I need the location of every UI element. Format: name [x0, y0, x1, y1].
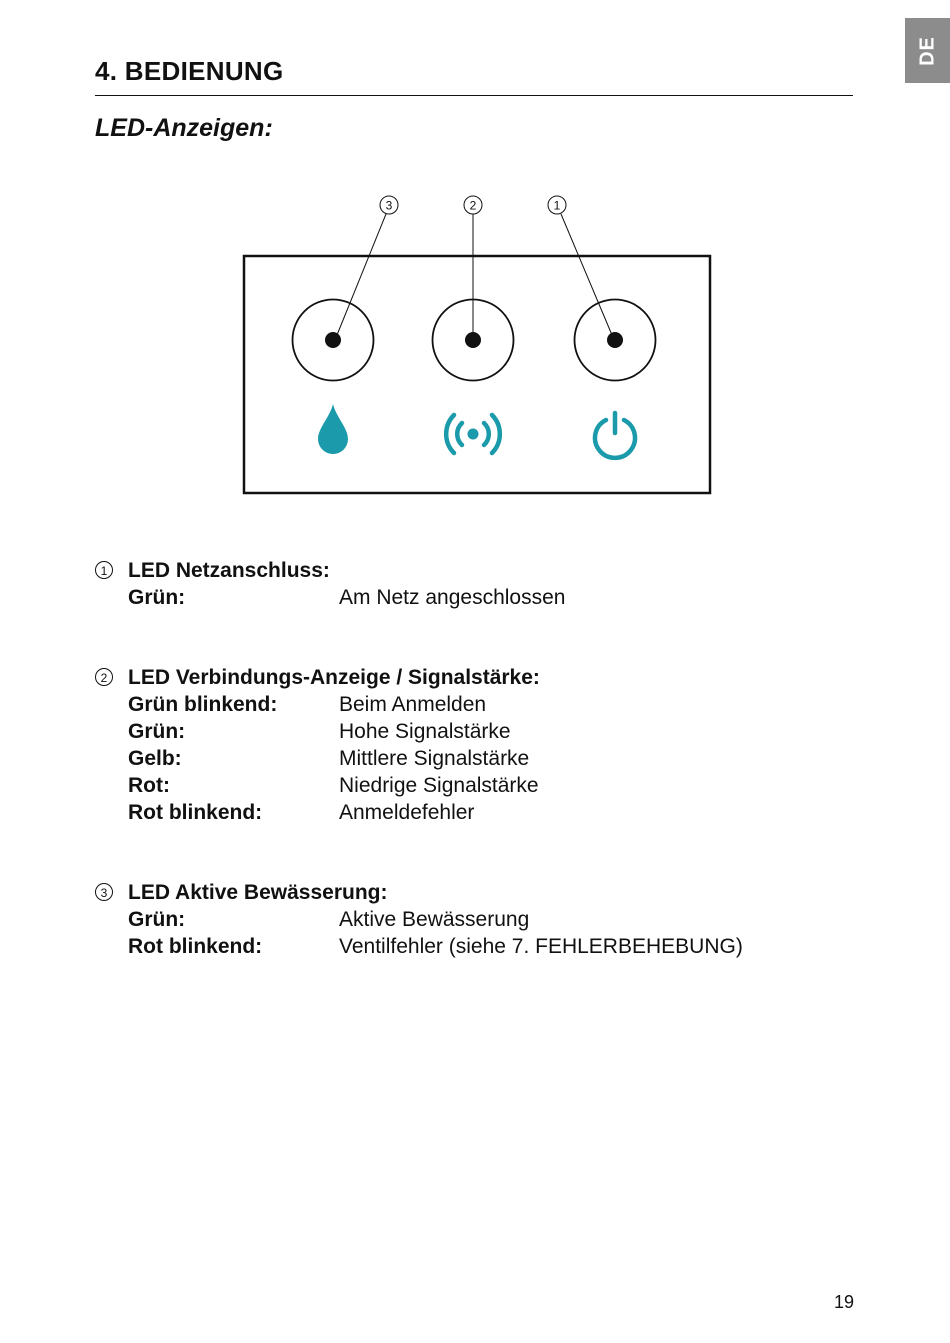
- legend-heading: LED Aktive Bewässerung:: [128, 881, 388, 904]
- status-label: Grün:: [128, 720, 186, 743]
- callout-2: [464, 196, 482, 214]
- led-panel-frame: [244, 256, 710, 493]
- status-label: Grün:: [128, 586, 186, 609]
- legend-title-row: [95, 557, 855, 584]
- legend-number: 2: [95, 668, 113, 686]
- legend-heading: LED Verbindungs-Anzeige / Signalstärke:: [128, 666, 540, 689]
- led-panel-diagram: [0, 0, 950, 520]
- legend-title-row: [95, 879, 855, 906]
- callout-2-label: 2: [469, 198, 477, 213]
- legend-row: [95, 933, 855, 960]
- legend-number: 3: [95, 883, 113, 901]
- leader-line-3: [337, 214, 386, 335]
- section-heading: 4. BEDIENUNG: [95, 56, 284, 86]
- legend-row: [95, 772, 855, 799]
- legend-row: [95, 799, 855, 826]
- legend-row: [95, 718, 855, 745]
- legend-row: [95, 584, 855, 611]
- subheading: LED-Anzeigen:: [95, 114, 273, 142]
- status-description: Ventilfehler (siehe 7. FEHLERBEHEBUNG): [339, 935, 743, 958]
- led-power: [575, 300, 656, 381]
- status-description: Anmeldefehler: [339, 801, 475, 824]
- leader-line-1: [561, 214, 612, 335]
- legend-watering: [95, 879, 855, 960]
- callout-3: [380, 196, 398, 214]
- status-label: Gelb:: [128, 747, 182, 770]
- status-description: Am Netz angeschlossen: [339, 586, 566, 609]
- legend-row: [95, 745, 855, 772]
- status-label: Rot blinkend:: [128, 935, 263, 958]
- legend-title-row: [95, 664, 855, 691]
- water-drop-icon: [318, 404, 348, 454]
- callout-1: [548, 196, 566, 214]
- legend-heading: LED Netzanschluss:: [128, 559, 330, 582]
- legend-row: [95, 906, 855, 933]
- legend-number: 1: [95, 561, 113, 579]
- status-description: Aktive Bewässerung: [339, 908, 530, 931]
- status-label: Grün blinkend:: [128, 693, 278, 716]
- page-number: 19: [833, 1292, 854, 1312]
- led-watering: [293, 300, 374, 381]
- power-icon: [595, 413, 635, 458]
- status-description: Niedrige Signalstärke: [339, 774, 539, 797]
- status-description: Hohe Signalstärke: [339, 720, 511, 743]
- legend-signal: [95, 664, 855, 826]
- status-label: Rot:: [128, 774, 170, 797]
- callout-3-label: 3: [385, 198, 393, 213]
- legend-row: [95, 691, 855, 718]
- signal-icon: [446, 415, 500, 453]
- language-tab-label: DE: [916, 35, 938, 66]
- callout-1-label: 1: [553, 198, 561, 213]
- status-description: Beim Anmelden: [339, 693, 487, 716]
- status-label: Grün:: [128, 908, 186, 931]
- status-label: Rot blinkend:: [128, 801, 263, 824]
- status-description: Mittlere Signalstärke: [339, 747, 530, 770]
- legend-power: [95, 557, 855, 611]
